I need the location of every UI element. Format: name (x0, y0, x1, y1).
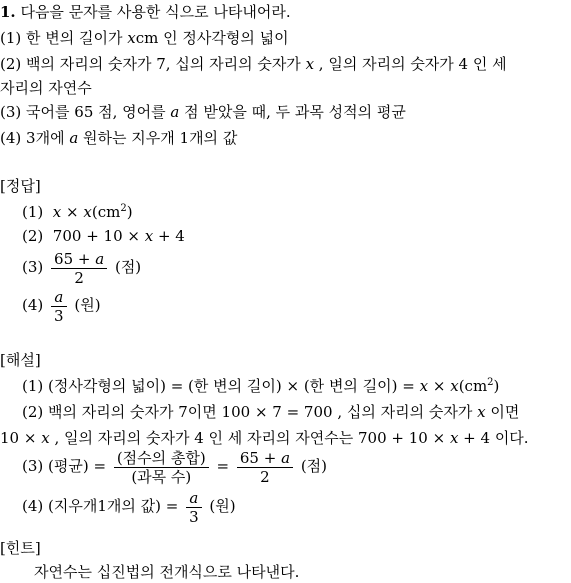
explanation-2a: (2) 백의 자리의 숫자가 7이면 100 × 7 = 700 , 십의 자리의 숫자가 x 이면 (22, 403, 520, 421)
explanation-3-fraction-a: $\frac{\text{(점수의 총합)}}{\text{(과목 수)}}$ (114, 449, 209, 486)
explanation-heading: [해설] (0, 351, 41, 369)
answer-2: (2) 700 + 10 × x + 4 (22, 227, 185, 245)
problem-item-1: (1) 한 변의 길이가 xcm 인 정사각형의 넓이 (0, 29, 289, 47)
problem-number: 1. (0, 3, 16, 21)
explanation-4-fraction: $\frac{a}{3}$ (186, 489, 202, 526)
explanation-2b: 10 × x , 일의 자리의 숫자가 4 인 세 자리의 자연수는 700 + 10 × x + 4 이다. (0, 429, 529, 447)
problem-item-2: (2) 백의 자리의 숫자가 7, 십의 자리의 숫자가 x , 일의 자리의 숫자가 4 인 세 (0, 55, 507, 73)
answer-3: (3) $\frac{65 + a}{2}$ (점) (22, 249, 142, 287)
answer-1: (1) $x \times x(cm^2)$ (22, 203, 133, 221)
problem-title (0, 2, 291, 22)
explanation-4: (4) (지우개1개의 값) = $\frac{a}{3}$ (원) (22, 488, 236, 526)
explanation-3: (3) (평균) = $\frac{\text{(점수의 총합)}}{\text{(과목 수)}}$ = $\frac{65 + a}{2}$ (점) (22, 448, 328, 486)
explanation-1: (1) (정사각형의 넓이) = (한 변의 길이) × (한 변의 길이) = $x \times x(cm^2)$ (22, 377, 500, 395)
answer-3-fraction: $\frac{65 + a}{2}$ (51, 250, 107, 287)
explanation-3-fraction-b: $\frac{65 + a}{2}$ (237, 449, 293, 486)
hint-text: 자연수는 십진법의 전개식으로 나타낸다. (34, 563, 300, 581)
problem-prompt: 다음을 문자를 사용한 식으로 나타내어라. (20, 3, 291, 21)
answer-heading: [정답] (0, 177, 41, 195)
problem-item-4: (4) 3개에 a 원하는 지우개 1개의 값 (0, 129, 238, 147)
answer-4-fraction: $\frac{a}{3}$ (51, 288, 67, 325)
problem-item-2-cont: 자리의 자연수 (0, 79, 92, 97)
hint-heading: [힌트] (0, 539, 41, 557)
problem-item-3: (3) 국어를 65 점, 영어를 a 점 받았을 때, 두 과목 성적의 평균 (0, 103, 406, 121)
answer-4: (4) $\frac{a}{3}$ (원) (22, 287, 101, 325)
